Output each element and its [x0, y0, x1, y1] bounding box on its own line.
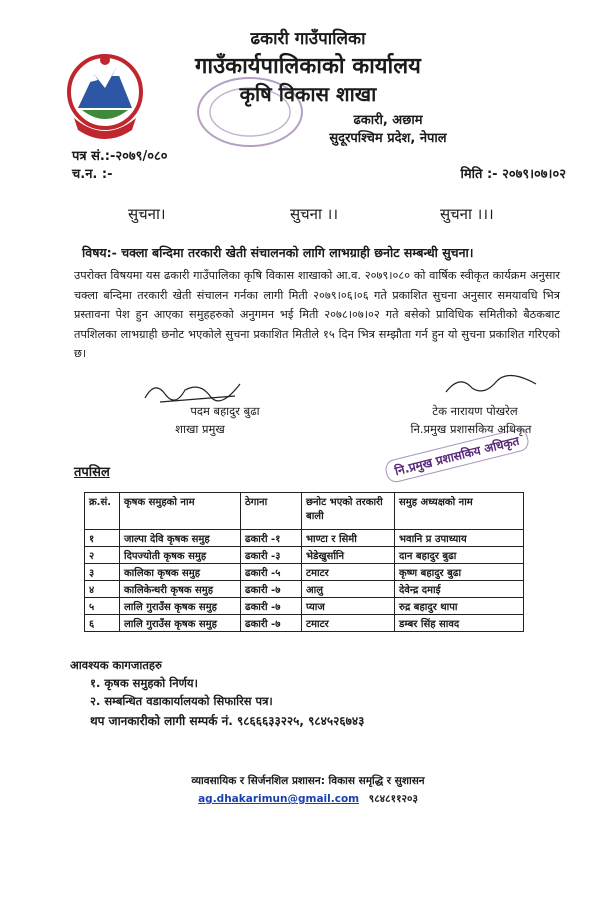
- cell-serial: ६: [85, 615, 120, 632]
- office-address: ढकारी, अछाम: [353, 113, 423, 128]
- notice-heading-1: सुचना।: [128, 205, 166, 223]
- left-signatory-title: शाखा प्रमुख: [175, 422, 225, 436]
- cell-group-name: दिपज्योती कृषक समुह: [120, 547, 241, 564]
- cell-crop: भाण्टा र सिमी: [302, 530, 395, 547]
- beneficiary-table: [84, 492, 524, 632]
- notice-body: उपरोक्त विषयमा यस ढकारी गाउँपालिका कृषि विकास शाखाको आ.व. २०७९।०८० को वार्षिक स्वीकृत कार्यक्रम अनुसार चक्ला बन्दिमा तरकारी खेती संचालन गर्नका लागी मिती २०७९।०६।०६ गते प्रकाशित सुचना अनुसार समयावधि भित्र प्रस्तावना पेश हुन आएका समुहहरुको अनुगमन भई मिती २०७८।०७।०२ गते बसेको प्राविधिक समितीको बैठकबाट तपशिलका लाभग्राही छनोट भएकोले सुचना प्रकाशित मितीले १५ दिन भित्र सम्झौता गर्न हुन यो सुचना प्रकाशित गरिएको छ।: [74, 269, 560, 361]
- table-row: [85, 615, 524, 632]
- cell-address: ढकारी -३: [241, 547, 302, 564]
- details-label: तपसिल: [74, 465, 110, 480]
- table-row: [85, 598, 524, 615]
- cell-chair-name: रुद्र बहादुर थापा: [395, 598, 524, 615]
- right-signature-icon: [440, 372, 550, 400]
- cell-serial: १: [85, 530, 120, 547]
- dispatch-number: च.न. :-: [72, 167, 113, 182]
- footer-email-link[interactable]: ag.dhakarimun@gmail.com: [198, 793, 360, 805]
- cell-crop: प्याज: [302, 598, 395, 615]
- col-address: ठेगाना: [241, 493, 302, 530]
- notice-heading-2: सुचना ।।: [290, 205, 339, 223]
- cell-crop: टमाटर: [302, 564, 395, 581]
- cell-crop: टमाटर: [302, 615, 395, 632]
- officer-stamp: नि.प्रमुख प्रशासकिय अधिकृत: [383, 427, 530, 485]
- office-province: सुदूरपश्चिम प्रदेश, नेपाल: [329, 131, 447, 146]
- table-header-row: [85, 493, 524, 530]
- branch-name: कृषि विकास शाखा: [239, 82, 377, 106]
- footer-slogan: व्यावसायिक र सिर्जनशिल प्रशासन: विकास समृद्धि र सुशासन: [191, 775, 425, 787]
- cell-address: ढकारी -७: [241, 598, 302, 615]
- requirement-item-1: १. कृषक समुहको निर्णय।: [90, 676, 198, 690]
- letter-number: पत्र सं.:-२०७९/०८०: [72, 149, 168, 164]
- cell-serial: ३: [85, 564, 120, 581]
- cell-chair-name: भवानि प्र उपाध्याय: [395, 530, 524, 547]
- cell-group-name: लालि गुराउँस कृषक समुह: [120, 598, 241, 615]
- table-row: [85, 547, 524, 564]
- cell-crop: भेडेखुर्सानि: [302, 547, 395, 564]
- col-crop: छनोट भएको तरकारी बाली: [302, 493, 395, 530]
- cell-group-name: जाल्पा देवि कृषक समुह: [120, 530, 241, 547]
- cell-address: ढकारी -५: [241, 564, 302, 581]
- office-name: गाउँकार्यपालिकाको कार्यालय: [195, 54, 421, 79]
- notice-heading-3: सुचना ।।।: [440, 205, 494, 223]
- subject-line: विषय:- चक्ला बन्दिमा तरकारी खेती संचालनको लागि लाभग्राही छनोट सम्बन्धी सुचना।: [82, 245, 474, 260]
- cell-chair-name: डम्बर सिंह सावद: [395, 615, 524, 632]
- col-serial: क्र.सं.: [85, 493, 120, 530]
- footer-phone: ९८४८११२०३: [368, 793, 418, 805]
- cell-address: ढकारी -७: [241, 581, 302, 598]
- cell-group-name: कालिकेन्धरी कृषक समुह: [120, 581, 241, 598]
- cell-serial: २: [85, 547, 120, 564]
- letter-date: मिति :- २०७९।०७।०२: [460, 167, 566, 182]
- cell-group-name: कालिका कृषक समुह: [120, 564, 241, 581]
- right-signatory-name: टेक नारायण पोखरेल: [432, 404, 518, 418]
- cell-address: ढकारी -७: [241, 615, 302, 632]
- municipality-name: ढकारी गाउँपालिका: [250, 29, 366, 49]
- col-chair-name: समुह अध्यक्षको नाम: [395, 493, 524, 530]
- left-signatory-name: पदम बहादुर बुढा: [190, 404, 260, 418]
- cell-address: ढकारी -१: [241, 530, 302, 547]
- cell-crop: आलु: [302, 581, 395, 598]
- cell-serial: ४: [85, 581, 120, 598]
- right-signatory-title: नि.प्रमुख प्रशासकिय अधिकृत: [410, 422, 532, 436]
- cell-serial: ५: [85, 598, 120, 615]
- cell-group-name: लालि गुराउँस कृषक समुह: [120, 615, 241, 632]
- left-signature-icon: [140, 376, 250, 406]
- col-group-name: कृषक समुहको नाम: [120, 493, 241, 530]
- table-row: [85, 530, 524, 547]
- cell-chair-name: दान बहादुर बुढा: [395, 547, 524, 564]
- requirement-item-2: २. सम्बन्धित वडाकार्यालयको सिफारिस पत्र।: [90, 694, 273, 708]
- cell-chair-name: देवेन्द्र दमाई: [395, 581, 524, 598]
- table-row: [85, 564, 524, 581]
- requirements-title: आवश्यक कागजातहरु: [70, 658, 162, 672]
- table-row: [85, 581, 524, 598]
- cell-chair-name: कृष्ण बहादुर बुढा: [395, 564, 524, 581]
- contact-line: थप जानकारीको लागी सम्पर्क नं. ९८६६६३३२२५, ९८४५२६७४३: [90, 714, 365, 728]
